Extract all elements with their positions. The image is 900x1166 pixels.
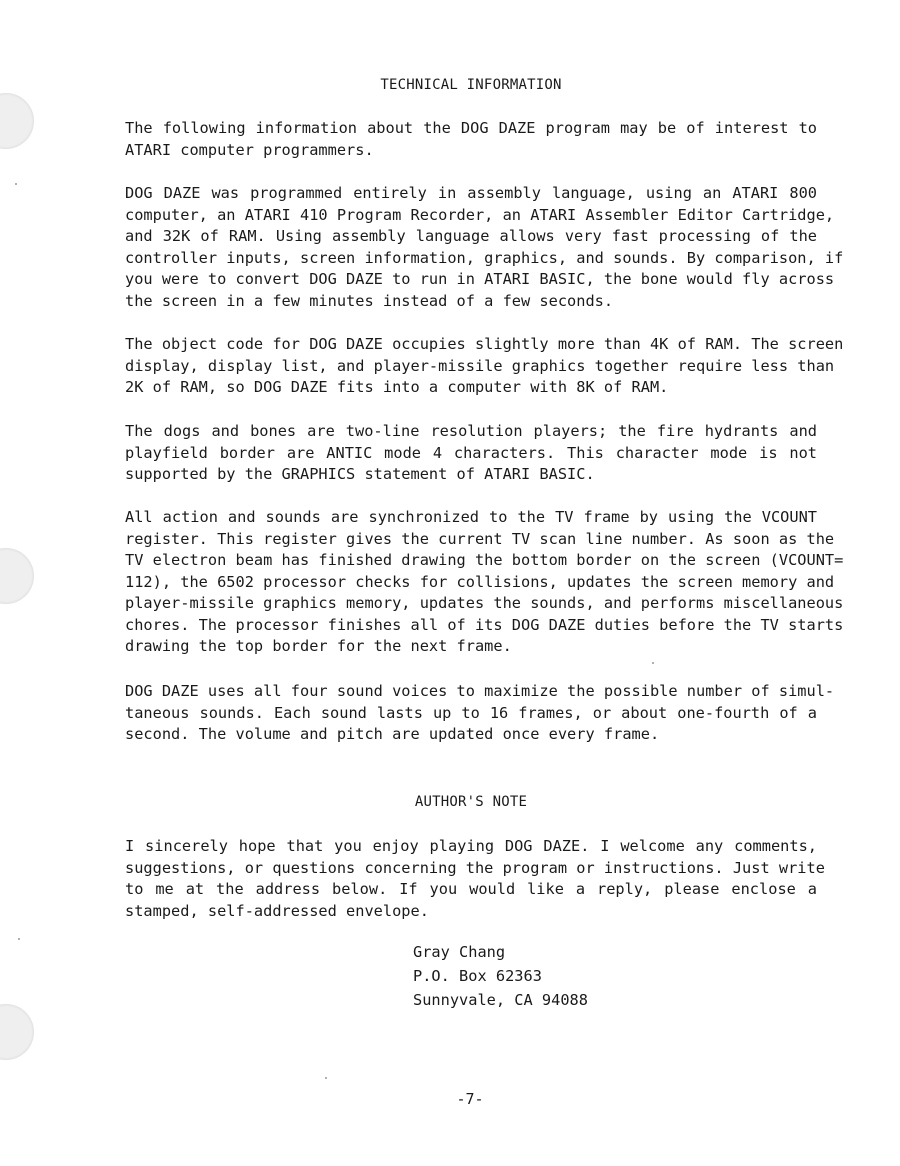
address-city: Sunnyvale, CA 94088 [413, 991, 588, 1009]
page-number: -7- [456, 1090, 484, 1108]
paragraph-players [125, 421, 817, 486]
text-line: drawing the top border for the next frame. [125, 637, 512, 655]
paragraph-vcount [125, 507, 844, 658]
paragraph-authors-note [125, 836, 825, 922]
text-line: supported by the GRAPHICS statement of ATARI BASIC. [125, 465, 595, 483]
scan-speck [15, 183, 17, 185]
text-line: DOG DAZE was programmed entirely in assembly language, using an ATARI 800 [125, 184, 817, 202]
text-line: and 32K of RAM. Using assembly language allows very fast processing of the [125, 227, 817, 245]
text-line: to me at the address below. If you would like a reply, please enclose a [125, 880, 817, 898]
text-line: I sincerely hope that you enjoy playing DOG DAZE. I welcome any comments, [125, 837, 817, 855]
scan-speck [325, 1077, 327, 1079]
paragraph-programming [125, 183, 844, 312]
text-line: chores. The processor finishes all of its DOG DAZE duties before the TV starts [125, 615, 844, 634]
scan-speck [652, 662, 654, 664]
text-line: second. The volume and pitch are updated once every frame. [125, 725, 660, 743]
punch-hole [0, 93, 34, 149]
text-line: 2K of RAM, so DOG DAZE fits into a computer with 8K of RAM. [125, 378, 669, 396]
text-line: display, display list, and player-missile graphics together require less than [125, 356, 835, 375]
text-line: player-missile graphics memory, updates the sounds, and performs miscellaneous [125, 594, 844, 612]
page-title: TECHNICAL INFORMATION [380, 77, 562, 93]
punch-hole [0, 1004, 34, 1060]
paragraph-intro [125, 118, 817, 161]
author-address [413, 940, 588, 1012]
address-po-box: P.O. Box 62363 [413, 967, 542, 985]
text-line: computer, an ATARI 410 Program Recorder, an ATARI Assembler Editor Cartridge, [125, 205, 835, 224]
address-name: Gray Chang [413, 943, 506, 961]
paragraph-sounds [125, 681, 835, 746]
text-line: DOG DAZE uses all four sound voices to maximize the possible number of simul- [125, 682, 835, 700]
text-line: The following information about the DOG DAZE program may be of interest to [125, 119, 817, 137]
text-line: taneous sounds. Each sound lasts up to 16 frames, or about one-fourth of a [125, 703, 817, 722]
text-line: playfield border are ANTIC mode 4 characters. This character mode is not [125, 443, 817, 462]
text-line: The object code for DOG DAZE occupies slightly more than 4K of RAM. The screen [125, 335, 844, 353]
punch-hole [0, 548, 34, 604]
text-line: All action and sounds are synchronized to the TV frame by using the VCOUNT [125, 508, 817, 526]
text-line: you were to convert DOG DAZE to run in ATARI BASIC, the bone would fly across [125, 270, 835, 288]
text-line: The dogs and bones are two-line resolution players; the fire hydrants and [125, 422, 817, 440]
paragraph-object-code [125, 334, 844, 399]
text-line: 112), the 6502 processor checks for collisions, updates the screen memory and [125, 572, 835, 591]
text-line: TV electron beam has finished drawing the bottom border on the screen (VCOUNT= [125, 551, 844, 569]
text-line: the screen in a few minutes instead of a few seconds. [125, 291, 614, 310]
scan-speck [18, 938, 20, 940]
text-line: ATARI computer programmers. [125, 140, 374, 159]
text-line: suggestions, or questions concerning the program or instructions. Just write [125, 858, 825, 877]
authors-note-heading: AUTHOR'S NOTE [414, 794, 528, 810]
text-line: register. This register gives the current TV scan line number. As soon as the [125, 529, 835, 548]
text-line: stamped, self-addressed envelope. [125, 901, 429, 920]
text-line: controller inputs, screen information, graphics, and sounds. By comparison, if [125, 248, 844, 267]
